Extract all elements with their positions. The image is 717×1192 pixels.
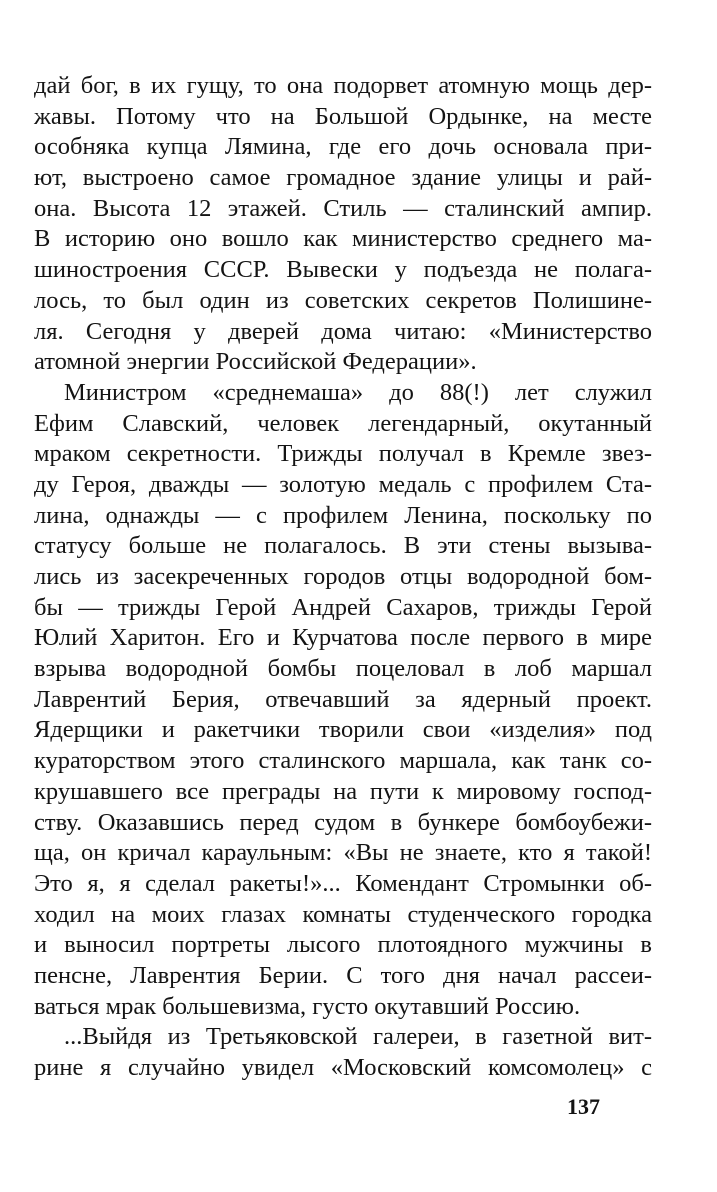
text-line: Это я, я сделал ракеты!»... Комендант Стромынки об-: [34, 869, 652, 897]
text-line: Ядерщики и ракетчики творили свои «изделия» под: [34, 716, 652, 744]
text-line: крушавшего все преграды на пути к мировому господ-: [34, 777, 652, 805]
text-line: ству. Оказавшись перед судом в бункере бомбоубежи-: [34, 808, 652, 836]
text-line: взрыва водородной бомбы поцеловал в лоб маршал: [34, 655, 652, 683]
text-line: бы — трижды Герой Андрей Сахаров, трижды Герой: [34, 593, 652, 621]
text-line: лина, однажды — с профилем Ленина, поскольку по: [34, 501, 652, 529]
text-line: ваться мрак большевизма, густо окутавший Россию.: [34, 992, 581, 1020]
paragraph: [34, 1022, 652, 1083]
text-line: жавы. Потому что на Большой Ордынке, на месте: [34, 102, 652, 130]
text-line: Министром «среднемаша» до 88(!) лет служил: [64, 378, 652, 406]
paragraph: [34, 71, 652, 378]
text-line: ходил на моих глазах комнаты студенческого городка: [34, 900, 652, 928]
text-line: статусу больше не полагалось. В эти стены вызыва-: [34, 532, 652, 560]
text-line: она. Высота 12 этажей. Стиль — сталинский ампир.: [34, 194, 652, 222]
paragraph: [34, 378, 652, 1022]
text-line: ля. Сегодня у дверей дома читаю: «Министерство: [34, 317, 652, 345]
body-text: [34, 71, 652, 1084]
text-line: пенсне, Лаврентия Берии. С того дня начал рассеи-: [34, 961, 652, 989]
text-line: ща, он кричал караульным: «Вы не знаете, кто я такой!: [34, 839, 652, 867]
text-line: шиностроения СССР. Вывески у подъезда не полага-: [34, 256, 652, 284]
text-line: атомной энергии Российской Федерации».: [34, 348, 477, 376]
text-line: В историю оно вошло как министерство среднего ма-: [34, 225, 652, 253]
text-line: лись из засекреченных городов отцы водородной бом-: [34, 563, 652, 590]
page-number: 137: [567, 1094, 600, 1119]
text-line: мраком секретности. Трижды получал в Кремле звез-: [34, 440, 652, 468]
text-line: дай бог, в их гущу, то она подорвет атомную мощь дер-: [34, 72, 652, 99]
text-line: и выносил портреты лысого плотоядного мужчины в: [34, 931, 652, 959]
text-line: особняка купца Лямина, где его дочь основала при-: [34, 133, 652, 161]
text-line: лось, то был один из советских секретов Полишине-: [34, 286, 652, 314]
text-line: кураторством этого сталинского маршала, как танк со-: [34, 747, 652, 775]
text-line: Лаврентий Берия, отвечавший за ядерный проект.: [34, 685, 652, 713]
text-line: Ефим Славский, человек легендарный, окутанный: [34, 409, 652, 437]
text-line: рине я случайно увидел «Московский комсомолец» с: [34, 1054, 652, 1081]
text-line: ...Выйдя из Третьяковской галереи, в газетной вит-: [64, 1023, 652, 1051]
text-line: ду Героя, дважды — золотую медаль с профилем Ста-: [34, 470, 652, 498]
text-line: ют, выстроено самое громадное здание улицы и рай-: [34, 164, 652, 192]
text-line: Юлий Харитон. Его и Курчатова после первого в мире: [34, 624, 652, 652]
